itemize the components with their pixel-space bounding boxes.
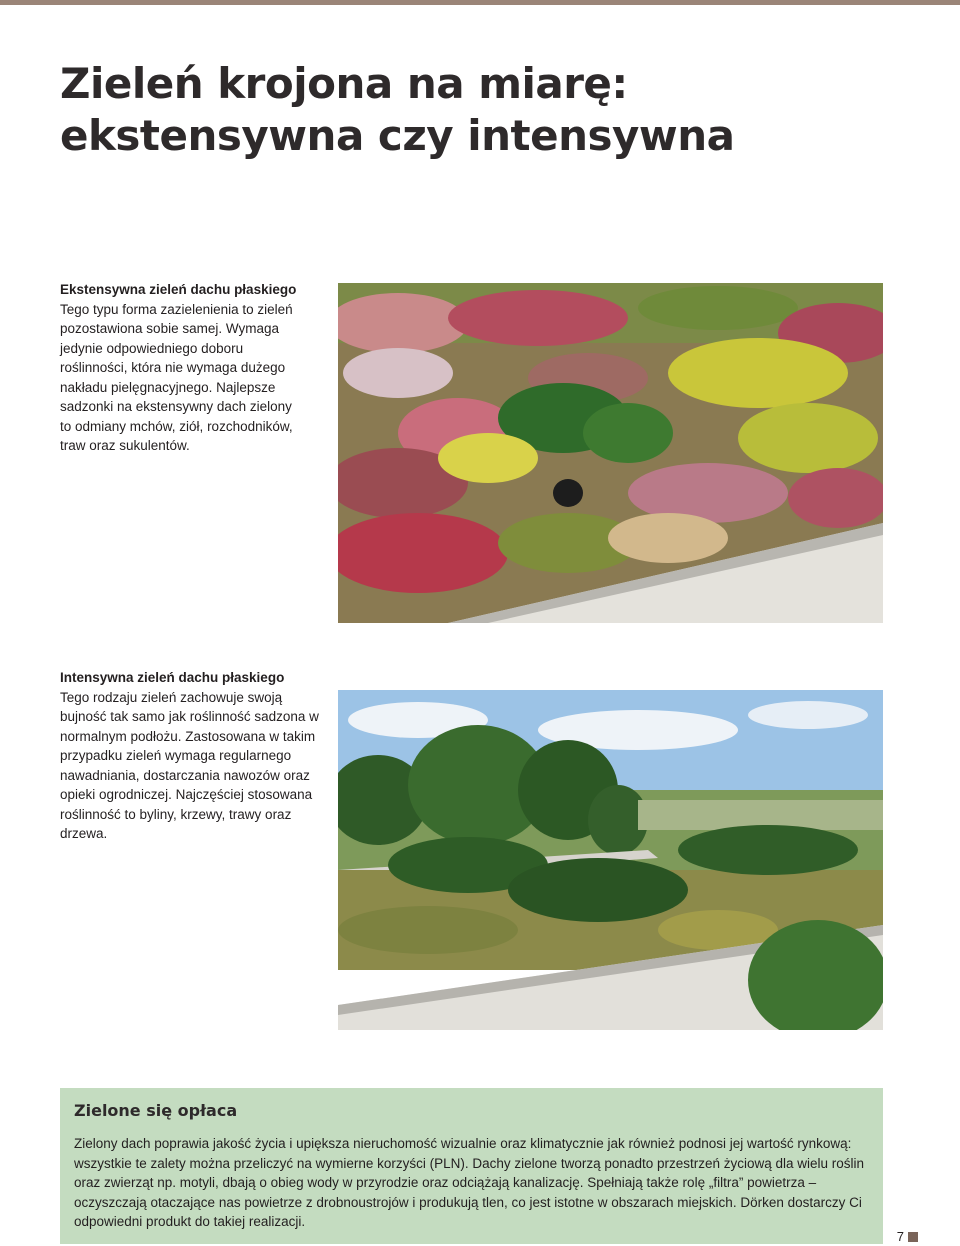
top-rule bbox=[0, 0, 960, 5]
intensive-roof-photo bbox=[338, 690, 883, 1030]
page-number-value: 7 bbox=[896, 1229, 904, 1244]
extensive-roof-photo bbox=[338, 283, 883, 623]
intensive-body: Tego rodzaju zieleń zachowuje swoją bujność tak samo jak roślinność sadzona w normalnym podłożu. Zastosowana w takim przypadku zieleń wymaga regularnego nawadniania, dostarczania nawozów oraz opieki ogrodniczej. Najczęściej stosowana roślinność to byliny, krzewy, trawy oraz drzewa. bbox=[60, 689, 319, 841]
page-title-line2: ekstensywna czy intensywna bbox=[60, 111, 735, 160]
page-marker-square bbox=[908, 1232, 918, 1242]
extensive-section bbox=[60, 280, 305, 456]
benefits-infobox bbox=[60, 1088, 883, 1244]
intensive-heading: Intensywna zieleń dachu płaskiego bbox=[60, 670, 285, 685]
infobox-body: Zielony dach poprawia jakość życia i upiększa nieruchomość wizualnie oraz klimatycznie jak również podnosi jej wartość rynkową: wszystkie te zalety można przeliczyć na wymierne korzyści (PLN). Dachy zielone tworzą ponadto przestrzeń życiową dla wielu roślin oraz zwierząt np. motyli, dbają o obieg wody w przyrodzie oraz odciążają kanalizację. Spełniają także rolę „filtra” powietrza – oczyszczają otaczające nas powietrze z drobnoustrojów i produkują tlen, co jest istotne w obszarach miejskich. Dörken dostarczy Ci odpowiedni produkt do takiej realizacji. bbox=[74, 1136, 865, 1229]
extensive-heading: Ekstensywna zieleń dachu płaskiego bbox=[60, 282, 297, 297]
extensive-body: Tego typu forma zazielenienia to zieleń pozostawiona sobie samej. Wymaga jedynie odpowiedniego doboru roślinności, która nie wymaga dużego nakładu pielęgnacyjnego. Najlepsze sadzonki na ekstensywny dach zielony to odmiany mchów, ziół, rozchodników, traw oraz sukulentów. bbox=[60, 301, 293, 453]
page-title bbox=[60, 58, 734, 162]
page-title-line1: Zieleń krojona na miarę: bbox=[60, 59, 628, 108]
infobox-heading: Zielone się opłaca bbox=[74, 1101, 238, 1120]
intensive-section bbox=[60, 668, 322, 844]
page-number bbox=[897, 1229, 918, 1245]
